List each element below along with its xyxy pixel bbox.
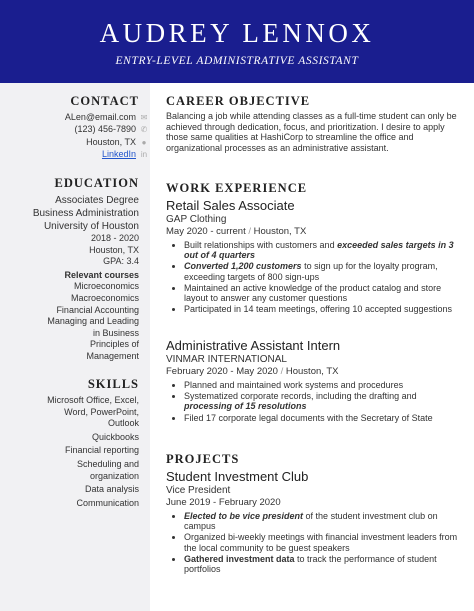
job-dates-row: May 2020 - current / Houston, TX	[166, 226, 307, 237]
job-location: Houston, TX	[253, 226, 307, 237]
contact-email	[18, 111, 150, 124]
bullet-item: • Planned and maintained work systems and procedures	[184, 380, 466, 390]
skills-heading: SKILLS	[87, 377, 139, 391]
courses-heading: Relevant courses	[64, 269, 139, 280]
bullet-item: • Gathered investment data to track the performance of student portfolios	[184, 554, 466, 574]
skill-item: Microsoft Office, Excel, Word, PowerPoint, Outlook	[47, 395, 139, 429]
course-item: Financial Accounting	[56, 304, 139, 315]
gpa: GPA: 3.4	[103, 256, 139, 267]
skill-item: Communication	[76, 497, 139, 508]
project-dates: June 2019 - February 2020	[166, 497, 281, 508]
job-dates-row: February 2020 - May 2020 / Houston, TX	[166, 366, 339, 377]
location-text: Houston, TX	[86, 136, 136, 147]
degree: Associates Degree	[55, 195, 139, 206]
bullet-item: • Converted 1,200 customers to sign up for the loyalty program, exceeding targets of 800 sign-ups	[184, 261, 466, 281]
course-item: Microeconomics	[73, 281, 139, 292]
skill-item: Quickbooks	[91, 431, 139, 442]
objective-text: Balancing a job while attending classes as a full-time student can only be achieved through dedication, focus, and prioritization. I desire to apply those same qualities at HashiCorp to streamline the office and organizational processes as an administrative assistant.	[166, 111, 457, 153]
job-bullets	[166, 380, 466, 423]
skills-list	[7, 395, 139, 509]
linkedin-icon: in	[140, 150, 148, 160]
phone-text: (123) 456-7890	[74, 124, 136, 135]
bullet-item: • Filed 17 corporate legal documents with the Secretary of State	[184, 413, 466, 423]
course-item: Principles of Management	[86, 339, 139, 361]
objective-heading: CAREER OBJECTIVE	[166, 94, 311, 108]
linkedin-link[interactable]: LinkedIn	[101, 149, 136, 160]
job-location: Houston, TX	[285, 366, 339, 377]
location-pin-icon: ●	[141, 137, 147, 147]
school: University of Houston	[43, 221, 139, 232]
education-location: Houston, TX	[89, 244, 139, 255]
bullet-item: • Organized bi-weekly meetings with financial investment leaders from the local community to be guest speakers	[184, 532, 466, 552]
project-1	[166, 469, 466, 575]
contact-list	[18, 111, 150, 161]
job-dates: February 2020 - May 2020	[166, 366, 278, 377]
bullet-item: • Built relationships with customers and exceeded sales targets in 3 out of 4 quarters	[184, 240, 466, 260]
bullet-item: • Systematized corporate records, including the drafting and processing of 15 resolutions	[184, 391, 466, 411]
bullet-item: • Participated in 14 team meetings, offering 10 accepted suggestions	[184, 304, 466, 314]
contact-linkedin[interactable]	[18, 149, 150, 162]
course-item: Managing and Leading in Business	[47, 316, 139, 338]
email-text: ALen@email.com	[64, 111, 136, 122]
job-2	[166, 338, 466, 424]
job-dates: May 2020 - current	[166, 226, 246, 237]
candidate-title: ENTRY-LEVEL ADMINISTRATIVE ASSISTANT	[115, 55, 359, 67]
education-dates: 2018 - 2020	[90, 233, 139, 243]
bullet-item: • Maintained an active knowledge of the product catalog and store layout to answer any customer questions	[184, 283, 466, 303]
course-item: Macroeconomics	[70, 292, 139, 303]
project-title: Student Investment Club	[166, 469, 309, 484]
bullet-item: • Elected to be vice president of the student investment club on campus	[184, 511, 466, 531]
projects-heading: PROJECTS	[166, 452, 240, 466]
job-1	[166, 198, 466, 315]
email-icon: ✉	[140, 112, 148, 122]
education-block	[7, 194, 139, 363]
major: Business Administration	[32, 208, 139, 219]
skill-item: Financial reporting	[64, 445, 139, 456]
job-bullets	[166, 240, 466, 314]
experience-heading: WORK EXPERIENCE	[166, 181, 308, 195]
candidate-name: AUDREY LENNOX	[99, 18, 375, 48]
phone-icon: ✆	[140, 125, 148, 135]
project-role: Vice President	[166, 485, 231, 496]
job-title: Retail Sales Associate	[166, 198, 295, 213]
skill-item: Data analysis	[84, 484, 139, 495]
education-heading: EDUCATION	[54, 176, 139, 190]
job-title: Administrative Assistant Intern	[166, 338, 341, 353]
job-company: VINMAR INTERNATIONAL	[166, 354, 287, 365]
job-company: GAP Clothing	[166, 214, 227, 225]
contact-location	[18, 136, 150, 149]
header-banner	[0, 0, 474, 83]
contact-heading: CONTACT	[70, 94, 139, 108]
skill-item: Scheduling and organization	[76, 458, 139, 481]
contact-phone	[18, 124, 150, 137]
project-bullets	[166, 511, 466, 574]
